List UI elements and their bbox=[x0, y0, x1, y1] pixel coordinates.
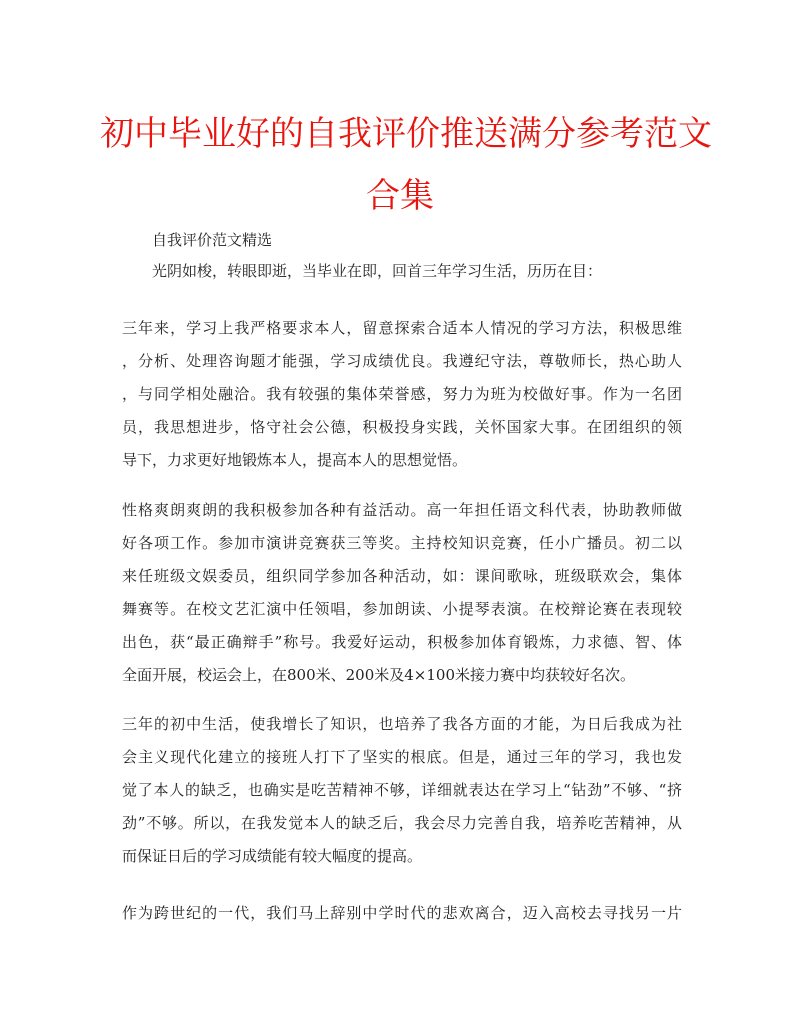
paragraph-3 bbox=[122, 708, 682, 873]
paragraph-line: 好各项工作。参加市演讲竞赛获三等奖。主持校知识竞赛，任小广播员。初二以 bbox=[122, 534, 682, 552]
document-subtitle: 自我评价范文精选 bbox=[152, 231, 273, 249]
paragraph-4 bbox=[122, 897, 682, 930]
paragraph-line: 而保证日后的学习成绩能有较大幅度的提高。 bbox=[122, 847, 423, 865]
paragraph-1 bbox=[122, 312, 682, 477]
paragraph-line: 舞赛等。在校文艺汇演中任领唱，参加朗读、小提琴表演。在校辩论赛在表现较 bbox=[122, 600, 682, 618]
paragraph-line: 三年来，学习上我严格要求本人，留意探索合适本人情况的学习方法，积极思维 bbox=[122, 319, 682, 337]
paragraph-line: 性格爽朗爽朗的我积极参加各种有益活动。高一年担任语文科代表，协助教师做 bbox=[122, 501, 682, 519]
paragraph-line: ，与同学相处融洽。我有较强的集体荣誉感，努力为班为校做好事。作为一名团 bbox=[122, 385, 682, 403]
paragraph-line: 会主义现代化建立的接班人打下了坚实的根底。但是，通过三年的学习，我也发 bbox=[122, 748, 682, 766]
paragraph-line: 出色，获“最正确辩手”称号。我爱好运动，积极参加体育锻炼，力求德、智、体 bbox=[122, 633, 682, 651]
paragraph-line: 导下，力求更好地锻炼本人，提高本人的思想觉悟。 bbox=[122, 451, 468, 469]
document-intro: 光阴如梭，转眼即逝，当毕业在即，回首三年学习生活，历历在目： bbox=[152, 262, 603, 280]
paragraph-line: 作为跨世纪的一代，我们马上辞别中学时代的悲欢离合，迈入高校去寻找另一片 bbox=[122, 904, 682, 922]
paragraph-2 bbox=[122, 494, 682, 692]
paragraph-line: 员，我思想进步，恪守社会公德，积极投身实践，关怀国家大事。在团组织的领 bbox=[122, 418, 682, 436]
paragraph-line: 来任班级文娱委员，组织同学参加各种活动，如：课间歌咏，班级联欢会，集体 bbox=[122, 567, 682, 585]
paragraph-line: 三年的初中生活，使我增长了知识，也培养了我各方面的才能，为日后我成为社 bbox=[122, 715, 682, 733]
document-title-line-2: 合集 bbox=[366, 176, 434, 216]
paragraph-line: ，分析、处理咨询题才能强，学习成绩优良。我遵纪守法，尊敬师长，热心助人 bbox=[122, 352, 682, 370]
paragraph-line: 劲”不够。所以，在我发觉本人的缺乏后，我会尽力完善自我，培养吃苦精神，从 bbox=[122, 814, 682, 832]
paragraph-line: 觉了本人的缺乏，也确实是吃苦精神不够，详细就表达在学习上“钻劲”不够、“挤 bbox=[122, 781, 682, 799]
paragraph-line: 全面开展，校运会上，在800米、200米及4×100米接力赛中均获较好名次。 bbox=[122, 666, 636, 684]
document-title-line-1: 初中毕业好的自我评价推送满分参考范文 bbox=[100, 114, 712, 154]
